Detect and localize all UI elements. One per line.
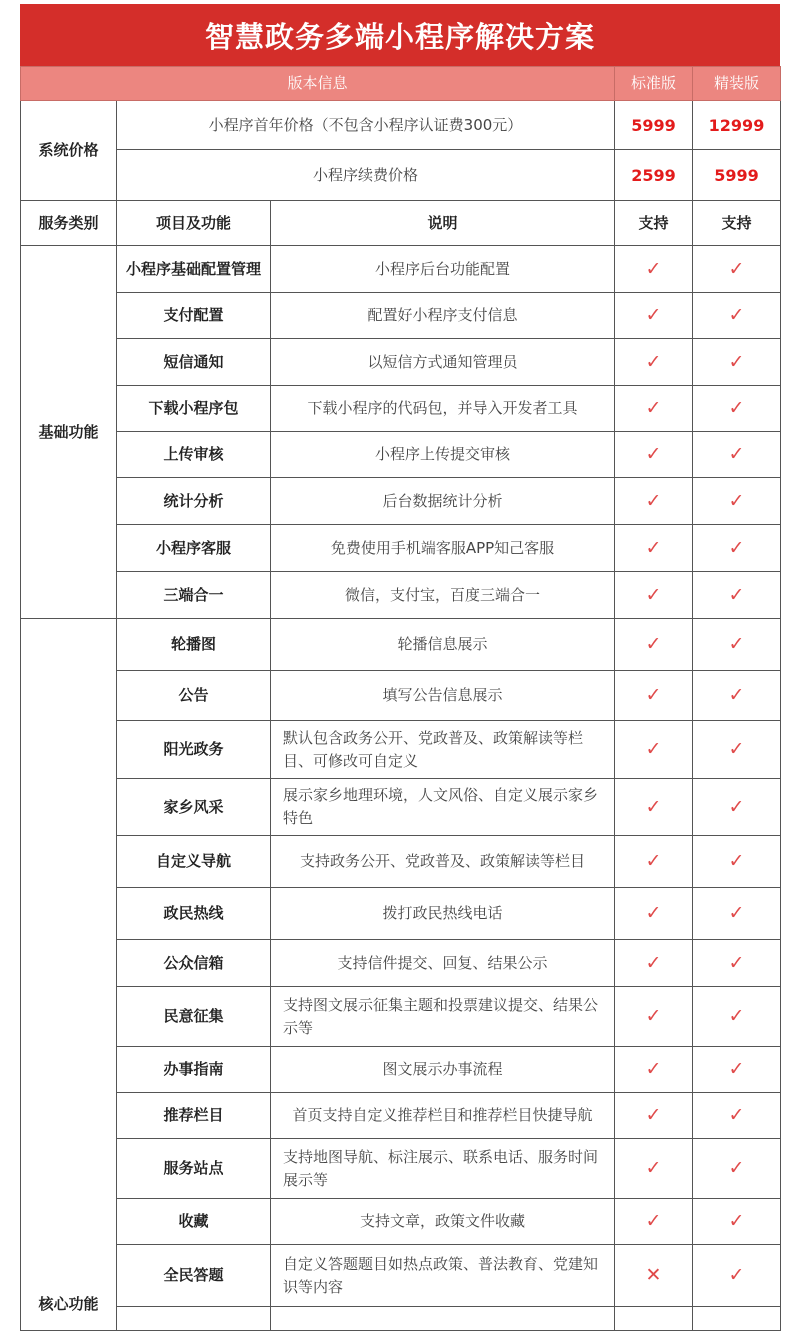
premium-edition-header: 精装版 xyxy=(693,67,781,101)
check-icon: ✓ xyxy=(645,1005,662,1027)
check-icon: ✓ xyxy=(728,583,745,606)
core-category-cell: 核心功能 xyxy=(21,619,117,1331)
renewal-price-premium: 5999 xyxy=(693,150,781,201)
check-icon: ✓ xyxy=(645,1058,662,1080)
check-icon: ✓ xyxy=(728,902,745,924)
check-icon: ✓ xyxy=(728,633,745,655)
check-icon: ✓ xyxy=(645,397,662,419)
feature-name: 政民热线 xyxy=(117,888,271,940)
premium-support-cell xyxy=(693,671,781,721)
premium-support-cell xyxy=(693,1047,781,1093)
check-icon: ✓ xyxy=(728,951,745,974)
check-icon: ✓ xyxy=(728,257,745,280)
standard-support-cell xyxy=(615,432,693,478)
check-icon: ✓ xyxy=(728,795,745,818)
feature-description: 自定义答题题目如热点政策、普法教育、党建知识等内容 xyxy=(271,1245,615,1307)
feature-name: 下载小程序包 xyxy=(117,386,271,432)
column-support-premium: 支持 xyxy=(693,201,781,246)
column-desc: 说明 xyxy=(271,201,615,246)
check-icon: ✓ xyxy=(728,1058,745,1080)
check-icon: ✓ xyxy=(728,350,745,373)
feature-name: 推荐栏目 xyxy=(117,1093,271,1139)
premium-support-cell xyxy=(693,1307,781,1331)
premium-support-cell xyxy=(693,1139,781,1199)
check-icon: ✓ xyxy=(645,257,662,280)
table-row xyxy=(21,721,781,779)
feature-description: 支持图文展示征集主题和投票建议提交、结果公示等 xyxy=(271,987,615,1047)
check-icon: ✓ xyxy=(728,1157,745,1179)
check-icon: ✓ xyxy=(728,304,745,326)
feature-description: 小程序后台功能配置 xyxy=(271,246,615,293)
check-icon: ✓ xyxy=(728,1264,745,1286)
table-row xyxy=(21,432,781,478)
standard-support-cell xyxy=(615,339,693,386)
version-info-header: 版本信息 xyxy=(21,67,615,101)
feature-name: 全民答题 xyxy=(117,1245,271,1307)
check-icon: ✓ xyxy=(645,633,662,655)
premium-support-cell xyxy=(693,432,781,478)
table-row xyxy=(21,246,781,293)
table-row xyxy=(21,836,781,888)
feature-description: 支持政务公开、党政普及、政策解读等栏目 xyxy=(271,836,615,888)
premium-support-cell xyxy=(693,525,781,572)
page-title: 智慧政务多端小程序解决方案 xyxy=(20,4,780,66)
table-row xyxy=(21,779,781,836)
standard-support-cell xyxy=(615,525,693,572)
check-icon: ✓ xyxy=(728,489,745,512)
table-row xyxy=(21,671,781,721)
check-icon: ✓ xyxy=(645,684,662,706)
table-row xyxy=(21,386,781,432)
feature-description: 支持信件提交、回复、结果公示 xyxy=(271,940,615,987)
premium-support-cell xyxy=(693,721,781,779)
table-row xyxy=(21,1307,781,1331)
feature-name: 收藏 xyxy=(117,1199,271,1245)
standard-support-cell xyxy=(615,671,693,721)
check-icon: ✓ xyxy=(728,1210,745,1232)
premium-support-cell xyxy=(693,779,781,836)
feature-name: 公告 xyxy=(117,671,271,721)
feature-name: 自定义导航 xyxy=(117,836,271,888)
first-year-price-label: 小程序首年价格（不包含小程序认证费300元） xyxy=(117,101,615,150)
check-icon: ✓ xyxy=(645,951,662,974)
table-row xyxy=(21,888,781,940)
table-row xyxy=(21,1139,781,1199)
check-icon: ✓ xyxy=(728,443,745,465)
premium-support-cell xyxy=(693,572,781,619)
feature-name: 三端合一 xyxy=(117,572,271,619)
standard-support-cell xyxy=(615,572,693,619)
renewal-price-label: 小程序续费价格 xyxy=(117,150,615,201)
standard-support-cell xyxy=(615,888,693,940)
feature-description: 小程序上传提交审核 xyxy=(271,432,615,478)
standard-support-cell xyxy=(615,1245,693,1307)
price-category: 系统价格 xyxy=(21,101,117,201)
check-icon: ✓ xyxy=(645,583,662,606)
premium-support-cell xyxy=(693,1093,781,1139)
feature-table xyxy=(20,66,781,1331)
feature-description: 填写公告信息展示 xyxy=(271,671,615,721)
premium-support-cell xyxy=(693,836,781,888)
feature-description: 支持文章，政策文件收藏 xyxy=(271,1199,615,1245)
standard-support-cell xyxy=(615,1307,693,1331)
first-year-price-standard: 5999 xyxy=(615,101,693,150)
table-row xyxy=(21,619,781,671)
check-icon: ✓ xyxy=(645,304,662,326)
renewal-price-standard: 2599 xyxy=(615,150,693,201)
check-icon: ✓ xyxy=(645,850,662,872)
table-row xyxy=(21,940,781,987)
premium-support-cell xyxy=(693,1199,781,1245)
feature-description: 拨打政民热线电话 xyxy=(271,888,615,940)
check-icon: ✓ xyxy=(728,738,745,760)
first-year-price-premium: 12999 xyxy=(693,101,781,150)
premium-support-cell xyxy=(693,293,781,339)
check-icon: ✓ xyxy=(728,397,745,419)
standard-support-cell xyxy=(615,987,693,1047)
table-row xyxy=(21,525,781,572)
feature-description: 后台数据统计分析 xyxy=(271,478,615,525)
standard-support-cell xyxy=(615,246,693,293)
feature-name: 轮播图 xyxy=(117,619,271,671)
standard-support-cell xyxy=(615,1047,693,1093)
feature-description: 以短信方式通知管理员 xyxy=(271,339,615,386)
check-icon: ✓ xyxy=(645,350,662,373)
feature-name: 家乡风采 xyxy=(117,779,271,836)
column-item: 项目及功能 xyxy=(117,201,271,246)
price-row-renewal xyxy=(21,150,781,201)
standard-support-cell xyxy=(615,779,693,836)
table-row xyxy=(21,572,781,619)
standard-support-cell xyxy=(615,836,693,888)
feature-name: 办事指南 xyxy=(117,1047,271,1093)
standard-support-cell xyxy=(615,1199,693,1245)
check-icon: ✓ xyxy=(645,795,662,818)
feature-name: 阳光政务 xyxy=(117,721,271,779)
feature-name: 短信通知 xyxy=(117,339,271,386)
premium-support-cell xyxy=(693,987,781,1047)
feature-description: 下载小程序的代码包，并导入开发者工具 xyxy=(271,386,615,432)
comparison-sheet xyxy=(20,4,780,1331)
price-row-first-year xyxy=(21,101,781,150)
feature-description: 轮播信息展示 xyxy=(271,619,615,671)
feature-name: 上传审核 xyxy=(117,432,271,478)
check-icon: ✓ xyxy=(645,1157,662,1179)
premium-support-cell xyxy=(693,339,781,386)
feature-name: 统计分析 xyxy=(117,478,271,525)
check-icon: ✓ xyxy=(645,1210,662,1232)
feature-name: 服务站点 xyxy=(117,1139,271,1199)
premium-support-cell xyxy=(693,888,781,940)
table-row xyxy=(21,1093,781,1139)
column-header-row xyxy=(21,201,781,246)
check-icon: ✓ xyxy=(728,536,745,559)
check-icon: ✓ xyxy=(645,489,662,512)
check-icon: ✓ xyxy=(645,1104,662,1126)
column-category: 服务类别 xyxy=(21,201,117,246)
feature-name: 支付配置 xyxy=(117,293,271,339)
standard-support-cell xyxy=(615,1093,693,1139)
column-support-standard: 支持 xyxy=(615,201,693,246)
check-icon: ✓ xyxy=(645,536,662,559)
header-row xyxy=(21,67,781,101)
feature-description: 微信，支付宝，百度三端合一 xyxy=(271,572,615,619)
standard-support-cell xyxy=(615,386,693,432)
standard-support-cell xyxy=(615,478,693,525)
standard-support-cell xyxy=(615,293,693,339)
basic-category-cell: 基础功能 xyxy=(21,246,117,619)
feature-description: 图文展示办事流程 xyxy=(271,1047,615,1093)
premium-support-cell xyxy=(693,619,781,671)
feature-description: 首页支持自定义推荐栏目和推荐栏目快捷导航 xyxy=(271,1093,615,1139)
premium-support-cell xyxy=(693,386,781,432)
feature-description: 配置好小程序支付信息 xyxy=(271,293,615,339)
cross-icon: ✕ xyxy=(645,1264,662,1286)
feature-name: 公众信箱 xyxy=(117,940,271,987)
feature-name: 小程序客服 xyxy=(117,525,271,572)
check-icon: ✓ xyxy=(645,902,662,924)
check-icon: ✓ xyxy=(728,1005,745,1027)
feature-description: 默认包含政务公开、党政普及、政策解读等栏目、可修改可自定义 xyxy=(271,721,615,779)
feature-description: 展示家乡地理环境，人文风俗、自定义展示家乡特色 xyxy=(271,779,615,836)
feature-name xyxy=(117,1307,271,1331)
premium-support-cell xyxy=(693,246,781,293)
feature-description: 免费使用手机端客服APP知己客服 xyxy=(271,525,615,572)
premium-support-cell xyxy=(693,478,781,525)
feature-name: 小程序基础配置管理 xyxy=(117,246,271,293)
check-icon: ✓ xyxy=(728,850,745,872)
check-icon: ✓ xyxy=(645,738,662,760)
standard-support-cell xyxy=(615,1139,693,1199)
feature-description: 支持地图导航、标注展示、联系电话、服务时间展示等 xyxy=(271,1139,615,1199)
check-icon: ✓ xyxy=(645,443,662,465)
premium-support-cell xyxy=(693,1245,781,1307)
feature-description xyxy=(271,1307,615,1331)
feature-name: 民意征集 xyxy=(117,987,271,1047)
premium-support-cell xyxy=(693,940,781,987)
table-row xyxy=(21,1245,781,1307)
table-row xyxy=(21,1199,781,1245)
standard-edition-header: 标准版 xyxy=(615,67,693,101)
table-row xyxy=(21,987,781,1047)
table-row xyxy=(21,1047,781,1093)
standard-support-cell xyxy=(615,619,693,671)
table-row xyxy=(21,339,781,386)
standard-support-cell xyxy=(615,721,693,779)
check-icon: ✓ xyxy=(728,684,745,706)
standard-support-cell xyxy=(615,940,693,987)
table-row xyxy=(21,478,781,525)
table-row xyxy=(21,293,781,339)
check-icon: ✓ xyxy=(728,1104,745,1126)
